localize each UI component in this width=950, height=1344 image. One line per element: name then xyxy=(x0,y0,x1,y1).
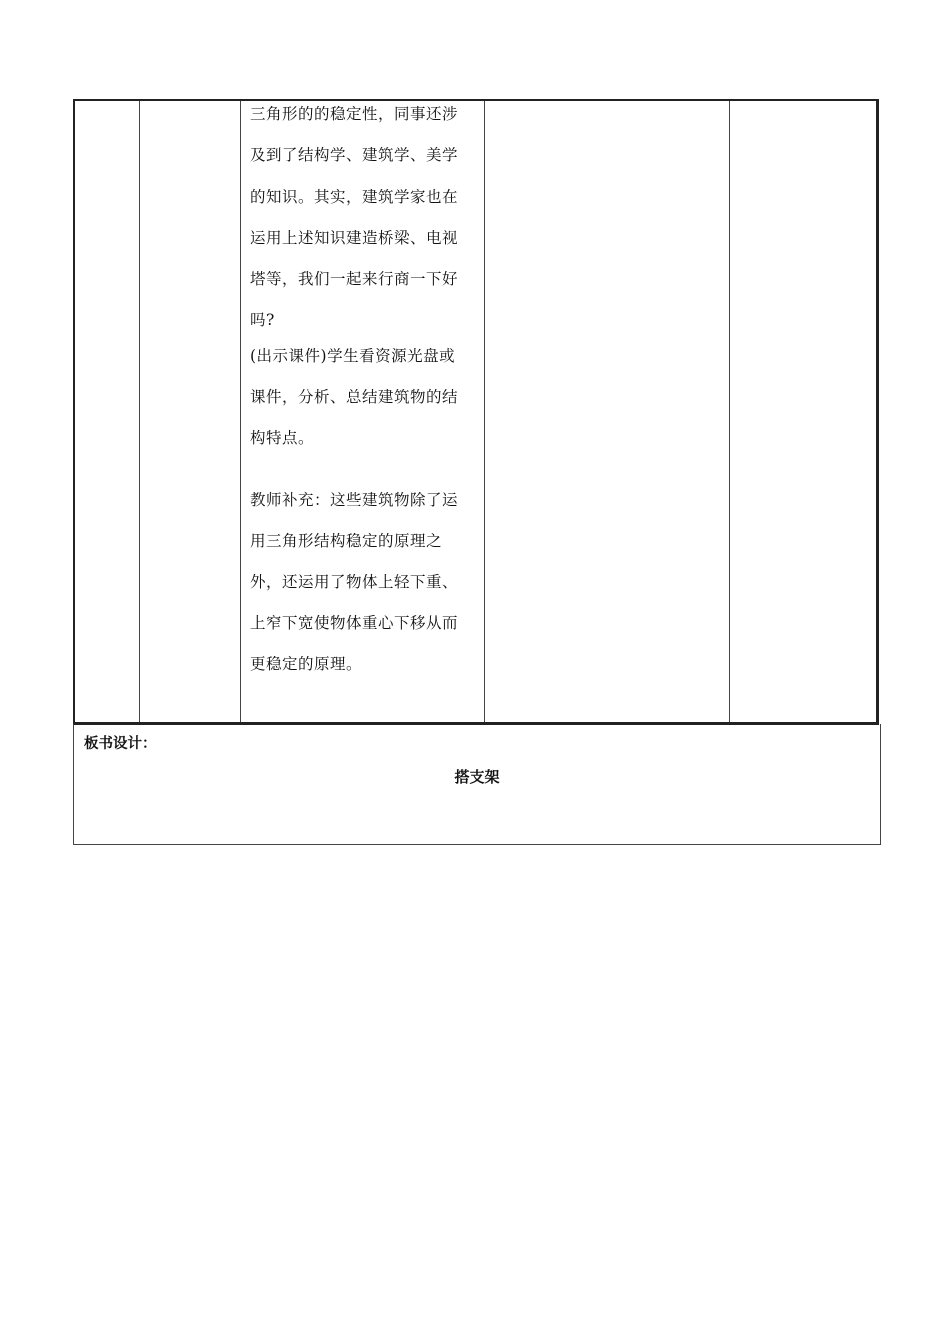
table-column-4 xyxy=(485,101,730,722)
table-column-5 xyxy=(730,101,876,722)
board-design-table xyxy=(73,724,881,845)
text-line: 课件，分析、总结建筑物的结 xyxy=(250,388,459,406)
text-line: 教师补充：这些建筑物除了运 xyxy=(250,491,459,509)
text-line: 运用上述知识建造桥梁、电视 xyxy=(250,229,459,247)
text-line: 用三角形结构稳定的原理之 xyxy=(250,532,443,550)
board-design-label: 板书设计： xyxy=(84,736,157,752)
text-line: 上窄下宽使物体重心下移从而 xyxy=(250,614,459,632)
lesson-table xyxy=(73,99,879,725)
text-line: 更稳定的原理。 xyxy=(250,655,363,673)
board-design-title: 搭支架 xyxy=(454,768,500,786)
text-line: 吗? xyxy=(250,311,275,329)
table-column-2 xyxy=(140,101,241,722)
text-line: 的知识。其实，建筑学家也在 xyxy=(250,188,459,206)
table-column-1 xyxy=(75,101,140,722)
text-line: 三角形的的稳定性，同事还涉 xyxy=(250,105,459,123)
text-line: 外，还运用了物体上轻下重、 xyxy=(250,573,459,591)
text-line: 构特点。 xyxy=(250,429,315,447)
text-line: 及到了结构学、建筑学、美学 xyxy=(250,146,459,164)
text-line: 塔等，我们一起来行商一下好 xyxy=(250,270,459,288)
text-line: (出示课件)学生看资源光盘或 xyxy=(250,347,456,365)
